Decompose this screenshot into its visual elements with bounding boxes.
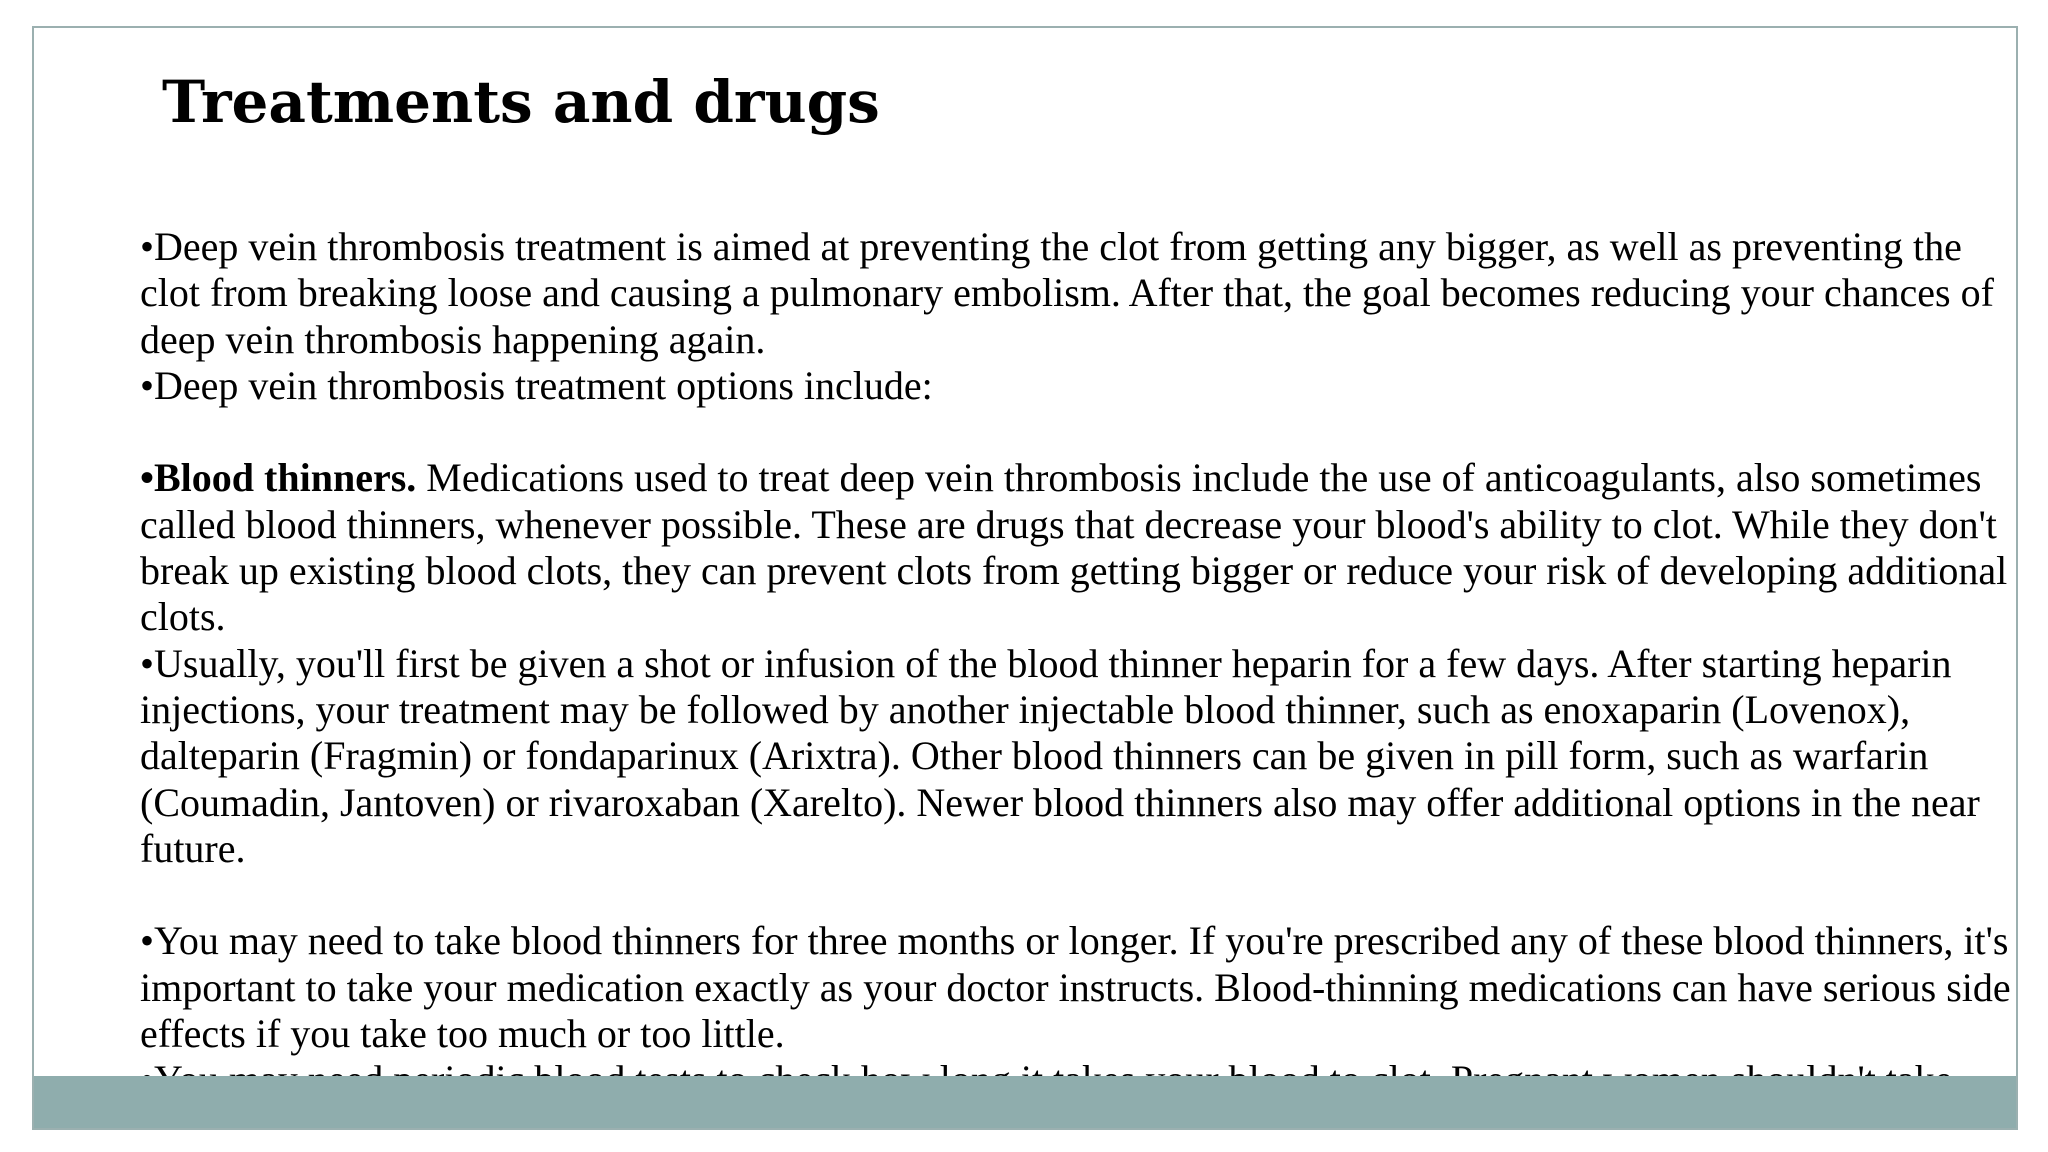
- paragraph-treatment-options: •Deep vein thrombosis treatment options include:: [140, 362, 933, 408]
- footer-band: [34, 1076, 2016, 1128]
- blood-thinners-heading: •Blood thinners.: [140, 455, 417, 501]
- paragraph-duration: •You may need to take blood thinners for three months or longer. If you're prescribed any of these blood thinners, it's important to take your medication exactly as your doctor instructs. Blood-thinning medications can have serious side effects if you take too much or too little.: [140, 918, 2011, 1057]
- paragraph-spacer: [140, 872, 2018, 918]
- paragraph-treatment-aim: •Deep vein thrombosis treatment is aimed at preventing the clot from getting any bigger, as well as preventing the clot from breaking loose and causing a pulmonary embolism. After that, the goal becomes reducing your chances of deep vein thrombosis happening again.: [140, 224, 1994, 362]
- paragraph-blood-thinners: [140, 455, 2018, 640]
- paragraph-spacer: [140, 409, 2018, 455]
- slide: [32, 26, 2018, 1130]
- slide-body: [140, 224, 2018, 1130]
- paragraph-heparin: •Usually, you'll first be given a shot or infusion of the blood thinner heparin for a few days. After starting heparin injections, your treatment may be followed by another injectable blood thinner, such as enoxaparin (Lovenox), dalteparin (Fragmin) or fondaparinux (Arixtra). Other blood thinners can be given in pill form, such as warfarin (Coumadin, Jantoven) or rivaroxaban (Xarelto). Newer blood thinners also may offer additional options in the near future.: [140, 640, 1980, 871]
- slide-title: Treatments and drugs: [162, 68, 880, 136]
- blood-thinners-text: Medications used to treat deep vein thrombosis include the use of anticoagulants, also sometimes called blood thinners, whenever possible. These are drugs that decrease your blood's ability to clot. While they don't break up existing blood clots, they can prevent clots from getting bigger or reduce your risk of developing additional clots.: [140, 455, 2008, 640]
